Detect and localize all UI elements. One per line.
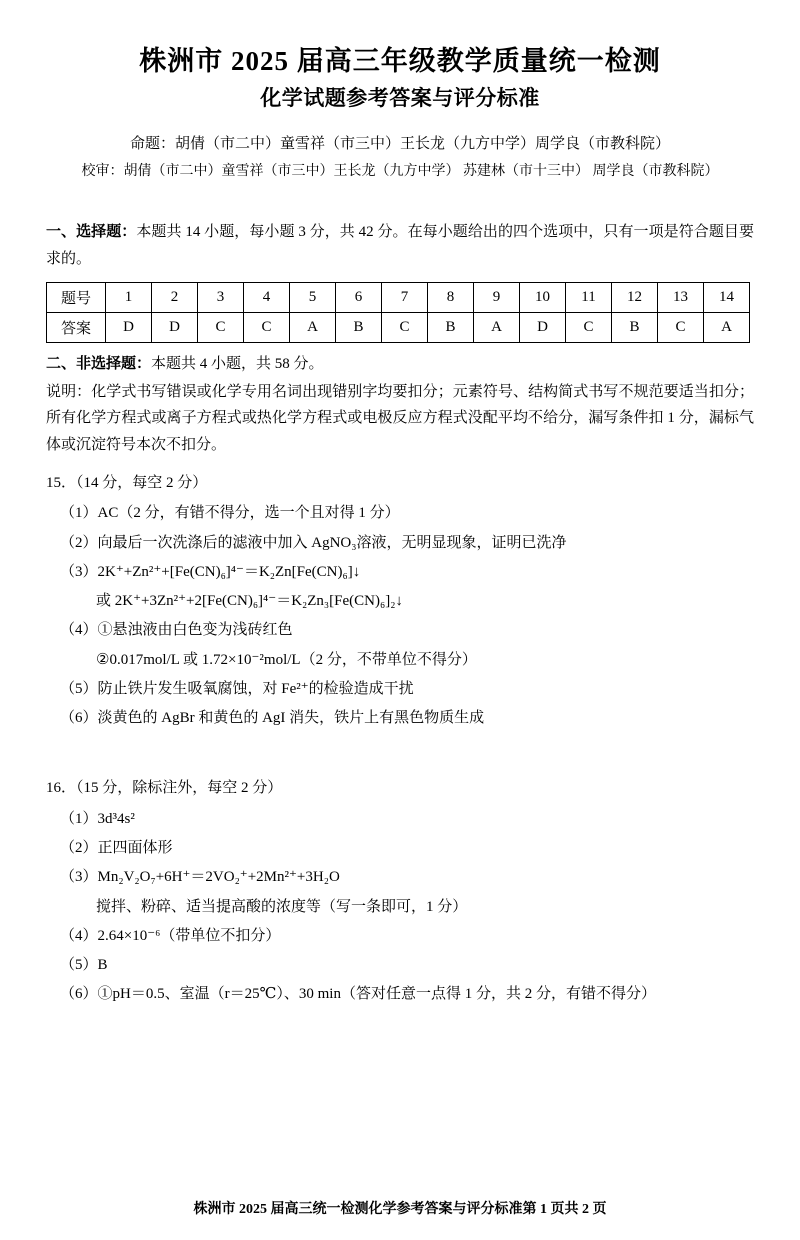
question-16-answers: [46, 805, 754, 1010]
table-cell-qnum: 13: [658, 282, 704, 312]
table-cell-qnum: 9: [474, 282, 520, 312]
table-cell-answer: C: [566, 312, 612, 342]
answer-item: （2）向最后一次洗涤后的滤液中加入 AgNO₃溶液，无明显现象，证明已洗净: [60, 534, 567, 551]
table-cell-qnum: 3: [198, 282, 244, 312]
answer-item: 搅拌、粉碎、适当提高酸的浓度等（写一条即可，1 分）: [96, 898, 468, 915]
table-cell-qnum: 1: [106, 282, 152, 312]
table-cell-answer: A: [290, 312, 336, 342]
table-cell-qnum: 4: [244, 282, 290, 312]
table-cell-answer: A: [474, 312, 520, 342]
answer-item: （2）正四面体形: [60, 840, 173, 857]
table-row-answers: [47, 312, 750, 342]
table-cell-qnum: 10: [520, 282, 566, 312]
table-cell-answer: B: [612, 312, 658, 342]
page-subtitle: 化学试题参考答案与评分标准: [260, 86, 540, 111]
question-16-head: 16．（15 分，除标注外，每空 2 分）: [46, 780, 283, 797]
answer-item: （4）2.64×10⁻⁶（带单位不扣分）: [60, 927, 281, 944]
table-cell-qnum: 14: [704, 282, 750, 312]
table-cell-answer: D: [152, 312, 198, 342]
section1-text: 本题共 14 小题，每小题 3 分，共 42 分。在每小题给出的四个选项中，只有一项是符合题目要求的。: [46, 224, 754, 267]
table-header-question: 题号: [47, 282, 106, 312]
table-cell-qnum: 2: [152, 282, 198, 312]
answer-item: （1）AC（2 分，有错不得分，选一个且对得 1 分）: [60, 505, 400, 522]
section1-paragraph: [46, 219, 754, 272]
table-cell-qnum: 12: [612, 282, 658, 312]
table-cell-qnum: 6: [336, 282, 382, 312]
answer-item: （6）淡黄色的 AgBr 和黄色的 AgI 消失，铁片上有黑色物质生成: [60, 710, 485, 727]
table-cell-qnum: 5: [290, 282, 336, 312]
multiple-choice-answer-table: [46, 282, 750, 343]
table-cell-answer: C: [244, 312, 290, 342]
table-cell-answer: C: [658, 312, 704, 342]
page-footer: 株洲市 2025 届高三统一检测化学参考答案与评分标准第 1 页共 2 页: [193, 1202, 607, 1217]
table-row-question-numbers: [47, 282, 750, 312]
table-cell-answer: C: [382, 312, 428, 342]
section1-heading: 一、选择题：: [46, 224, 137, 241]
answer-item: （4）①悬浊液由白色变为浅砖红色: [60, 622, 293, 639]
answer-item: （3）2K⁺+Zn²⁺+[Fe(CN)₆]⁴⁻＝K₂Zn[Fe(CN)₆]↓: [60, 563, 361, 580]
question-15-head: 15．（14 分，每空 2 分）: [46, 474, 208, 491]
section2-note: 说明：化学式书写错误或化学专用名词出现错别字均要扣分；元素符号、结构简式书写不规范要适当扣分；所有化学方程式或离子方程式或热化学方程式或电极反应方程式没配平均不给分，漏写条件扣 1 分，漏标气体或沉淀符号本次不扣分。: [46, 384, 754, 453]
answer-item: 或 2K⁺+3Zn²⁺+2[Fe(CN)₆]⁴⁻＝K₂Zn₃[Fe(CN)₆]₂↓: [96, 593, 403, 610]
spacer: [46, 733, 754, 763]
answer-item: （6）①pH＝0.5、室温（r＝25℃）、30 min（答对任意一点得 1 分，共 2 分，有错不得分）: [60, 986, 656, 1003]
table-cell-answer: B: [428, 312, 474, 342]
credits-line-authors: 命题：胡倩（市二中）童雪祥（市三中）王长龙（九方中学）周学良（市教科院）: [129, 136, 670, 153]
table-cell-answer: D: [520, 312, 566, 342]
page-title: 株洲市 2025 届高三年级教学质量统一检测: [139, 46, 661, 76]
spacer: [46, 185, 754, 219]
section2-heading: 二、非选择题：: [46, 355, 152, 372]
credits-line-reviewers: 校审：胡倩（市二中）童雪祥（市三中）王长龙（九方中学） 苏建林（市十三中） 周学良（市教科院）: [81, 163, 719, 179]
answer-item: （5）B: [60, 957, 108, 974]
table-cell-answer: D: [106, 312, 152, 342]
table-header-answer: 答案: [47, 312, 106, 342]
section2-paragraph: [46, 351, 754, 377]
table-cell-qnum: 7: [382, 282, 428, 312]
question-15-answers: [46, 499, 754, 733]
table-cell-answer: B: [336, 312, 382, 342]
table-cell-answer: A: [704, 312, 750, 342]
answer-item: ②0.017mol/L 或 1.72×10⁻²mol/L（2 分，不带单位不得分）: [96, 651, 477, 668]
answer-item: （5）防止铁片发生吸氧腐蚀，对 Fe²⁺的检验造成干扰: [60, 680, 414, 697]
credits-block: [46, 130, 754, 185]
table-cell-qnum: 8: [428, 282, 474, 312]
answer-item: （1）3d³4s²: [60, 810, 135, 827]
answer-item: （3）Mn₂V₂O₇+6H⁺＝2VO₂⁺+2Mn²⁺+3H₂O: [60, 869, 340, 886]
section2-text: 本题共 4 小题，共 58 分。: [151, 355, 324, 372]
table-cell-qnum: 11: [566, 282, 612, 312]
table-cell-answer: C: [198, 312, 244, 342]
